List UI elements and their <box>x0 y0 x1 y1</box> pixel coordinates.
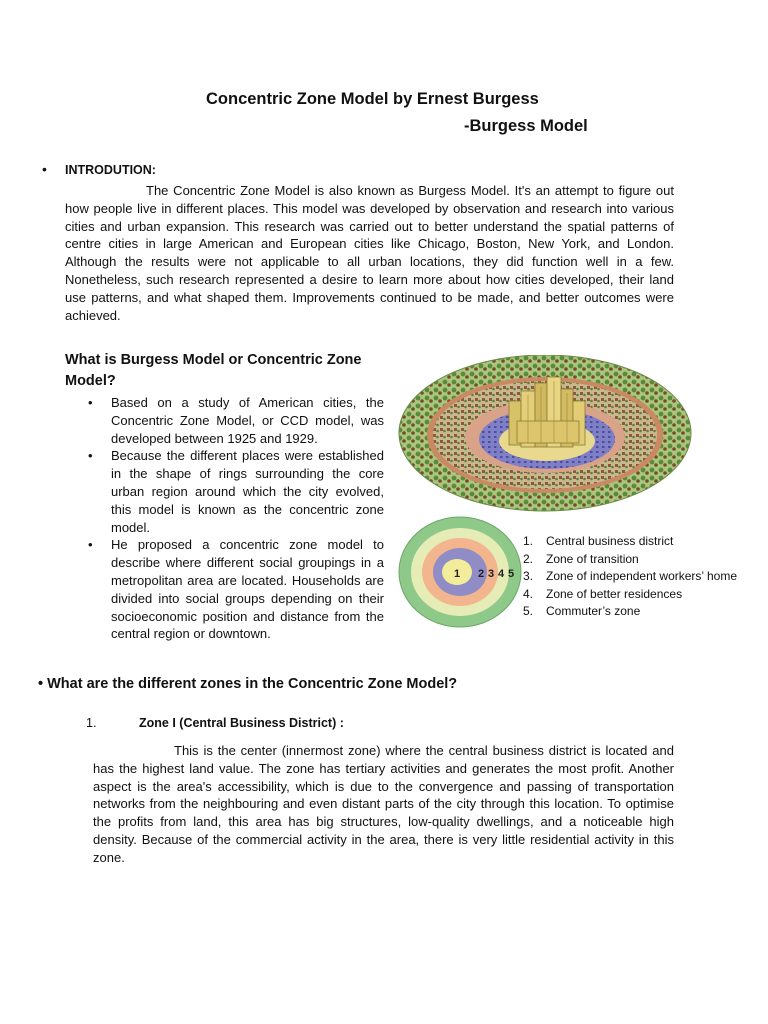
list-item-text: Based on a study of American cities, the Concentric Zone Model, or CCD model, was developed between 1925 and 1929. <box>111 395 384 446</box>
list-item <box>88 447 384 536</box>
legend-number: 3. <box>523 569 534 584</box>
bullet-dot: • <box>42 161 47 177</box>
ring-label: 5 <box>508 568 515 580</box>
ring-label: 3 <box>488 568 495 580</box>
list-item <box>88 394 384 447</box>
ring-label: 2 <box>478 568 485 580</box>
what-is-heading: What is Burgess Model or Concentric Zone Model? <box>65 352 362 389</box>
what-is-bullet-list <box>88 394 384 643</box>
legend-number: 5. <box>523 604 534 619</box>
intro-paragraph: The Concentric Zone Model is also known as Burgess Model. It's an attempt to figure out how people live in different places. This model was developed by observation and research into various cities and urban expansion. This research was carried out to better understand the spatial patterns of centre cities in large American and European cities like Chicago, Boston, New York, and London. Although the results were not applicable to all urban locations, they did function well in a few. Nonetheless, such research represented a desire to learn more about how cities developed, their land use patterns, and what shaped them. Improvements continued to be made, and better outcomes were achieved. <box>65 183 674 323</box>
legend-label: Zone of transition <box>546 551 639 566</box>
legend-number: 1. <box>523 534 534 548</box>
legend-label: Central business district <box>546 534 674 548</box>
zone-1-number: 1. <box>86 716 97 730</box>
document-subtitle: -Burgess Model <box>464 117 588 135</box>
legend-label: Zone of better residences <box>546 586 683 601</box>
legend-item <box>523 586 737 604</box>
bullet-dot: • <box>38 676 48 692</box>
list-item <box>88 536 384 643</box>
zone-1-heading-row <box>86 716 344 730</box>
legend-label: Commuter’s zone <box>546 604 641 619</box>
zone-1-heading: Zone I (Central Business District) : <box>139 716 344 730</box>
zones-heading-row <box>38 676 457 692</box>
zone-1-paragraph: This is the center (innermost zone) where the central business district is located and has the highest land value. The zone has tertiary activities and generates the most profit. Another aspect is the area's accessibility, which is due to the convergence and passing of transportation networks from the neighbouring and even distant parts of the city through this location. To optimise the profits from land, this area has big structures, low-quality dwellings, and a noticeable high density. Because of the commercial activity in the area, there is very little residential activity in this zone. <box>93 743 674 865</box>
intro-heading: INTRODUTION: <box>65 163 156 177</box>
list-item-text: Because the different places were established in the shape of rings surrounding the core urban region around which the city evolved, this model is known as the concentric zone model. <box>111 448 384 535</box>
legend-item <box>523 551 737 569</box>
bullet-dot: • <box>88 448 93 464</box>
list-item-text: He proposed a concentric zone model to describe where different social groupings in a metropolitan area are located. Households are divided into social groups depending on their socioeconomic position and distance from the central region or downtown. <box>111 537 384 642</box>
ring-label: 1 <box>454 568 461 580</box>
legend-number: 2. <box>523 551 534 566</box>
zone-legend <box>523 533 737 621</box>
concentric-rings-diagram <box>397 516 523 629</box>
zones-heading: What are the different zones in the Concentric Zone Model? <box>47 676 458 692</box>
legend-item <box>523 568 737 586</box>
bullet-dot: • <box>88 537 93 553</box>
legend-number: 4. <box>523 586 534 601</box>
city-zones-illustration <box>397 355 693 515</box>
legend-item <box>523 603 737 621</box>
legend-item <box>523 533 737 551</box>
legend-label: Zone of independent workers’ home <box>546 569 738 584</box>
bullet-dot: • <box>88 395 93 410</box>
document-title: Concentric Zone Model by Ernest Burgess <box>206 90 539 108</box>
ring-label: 4 <box>498 568 505 580</box>
